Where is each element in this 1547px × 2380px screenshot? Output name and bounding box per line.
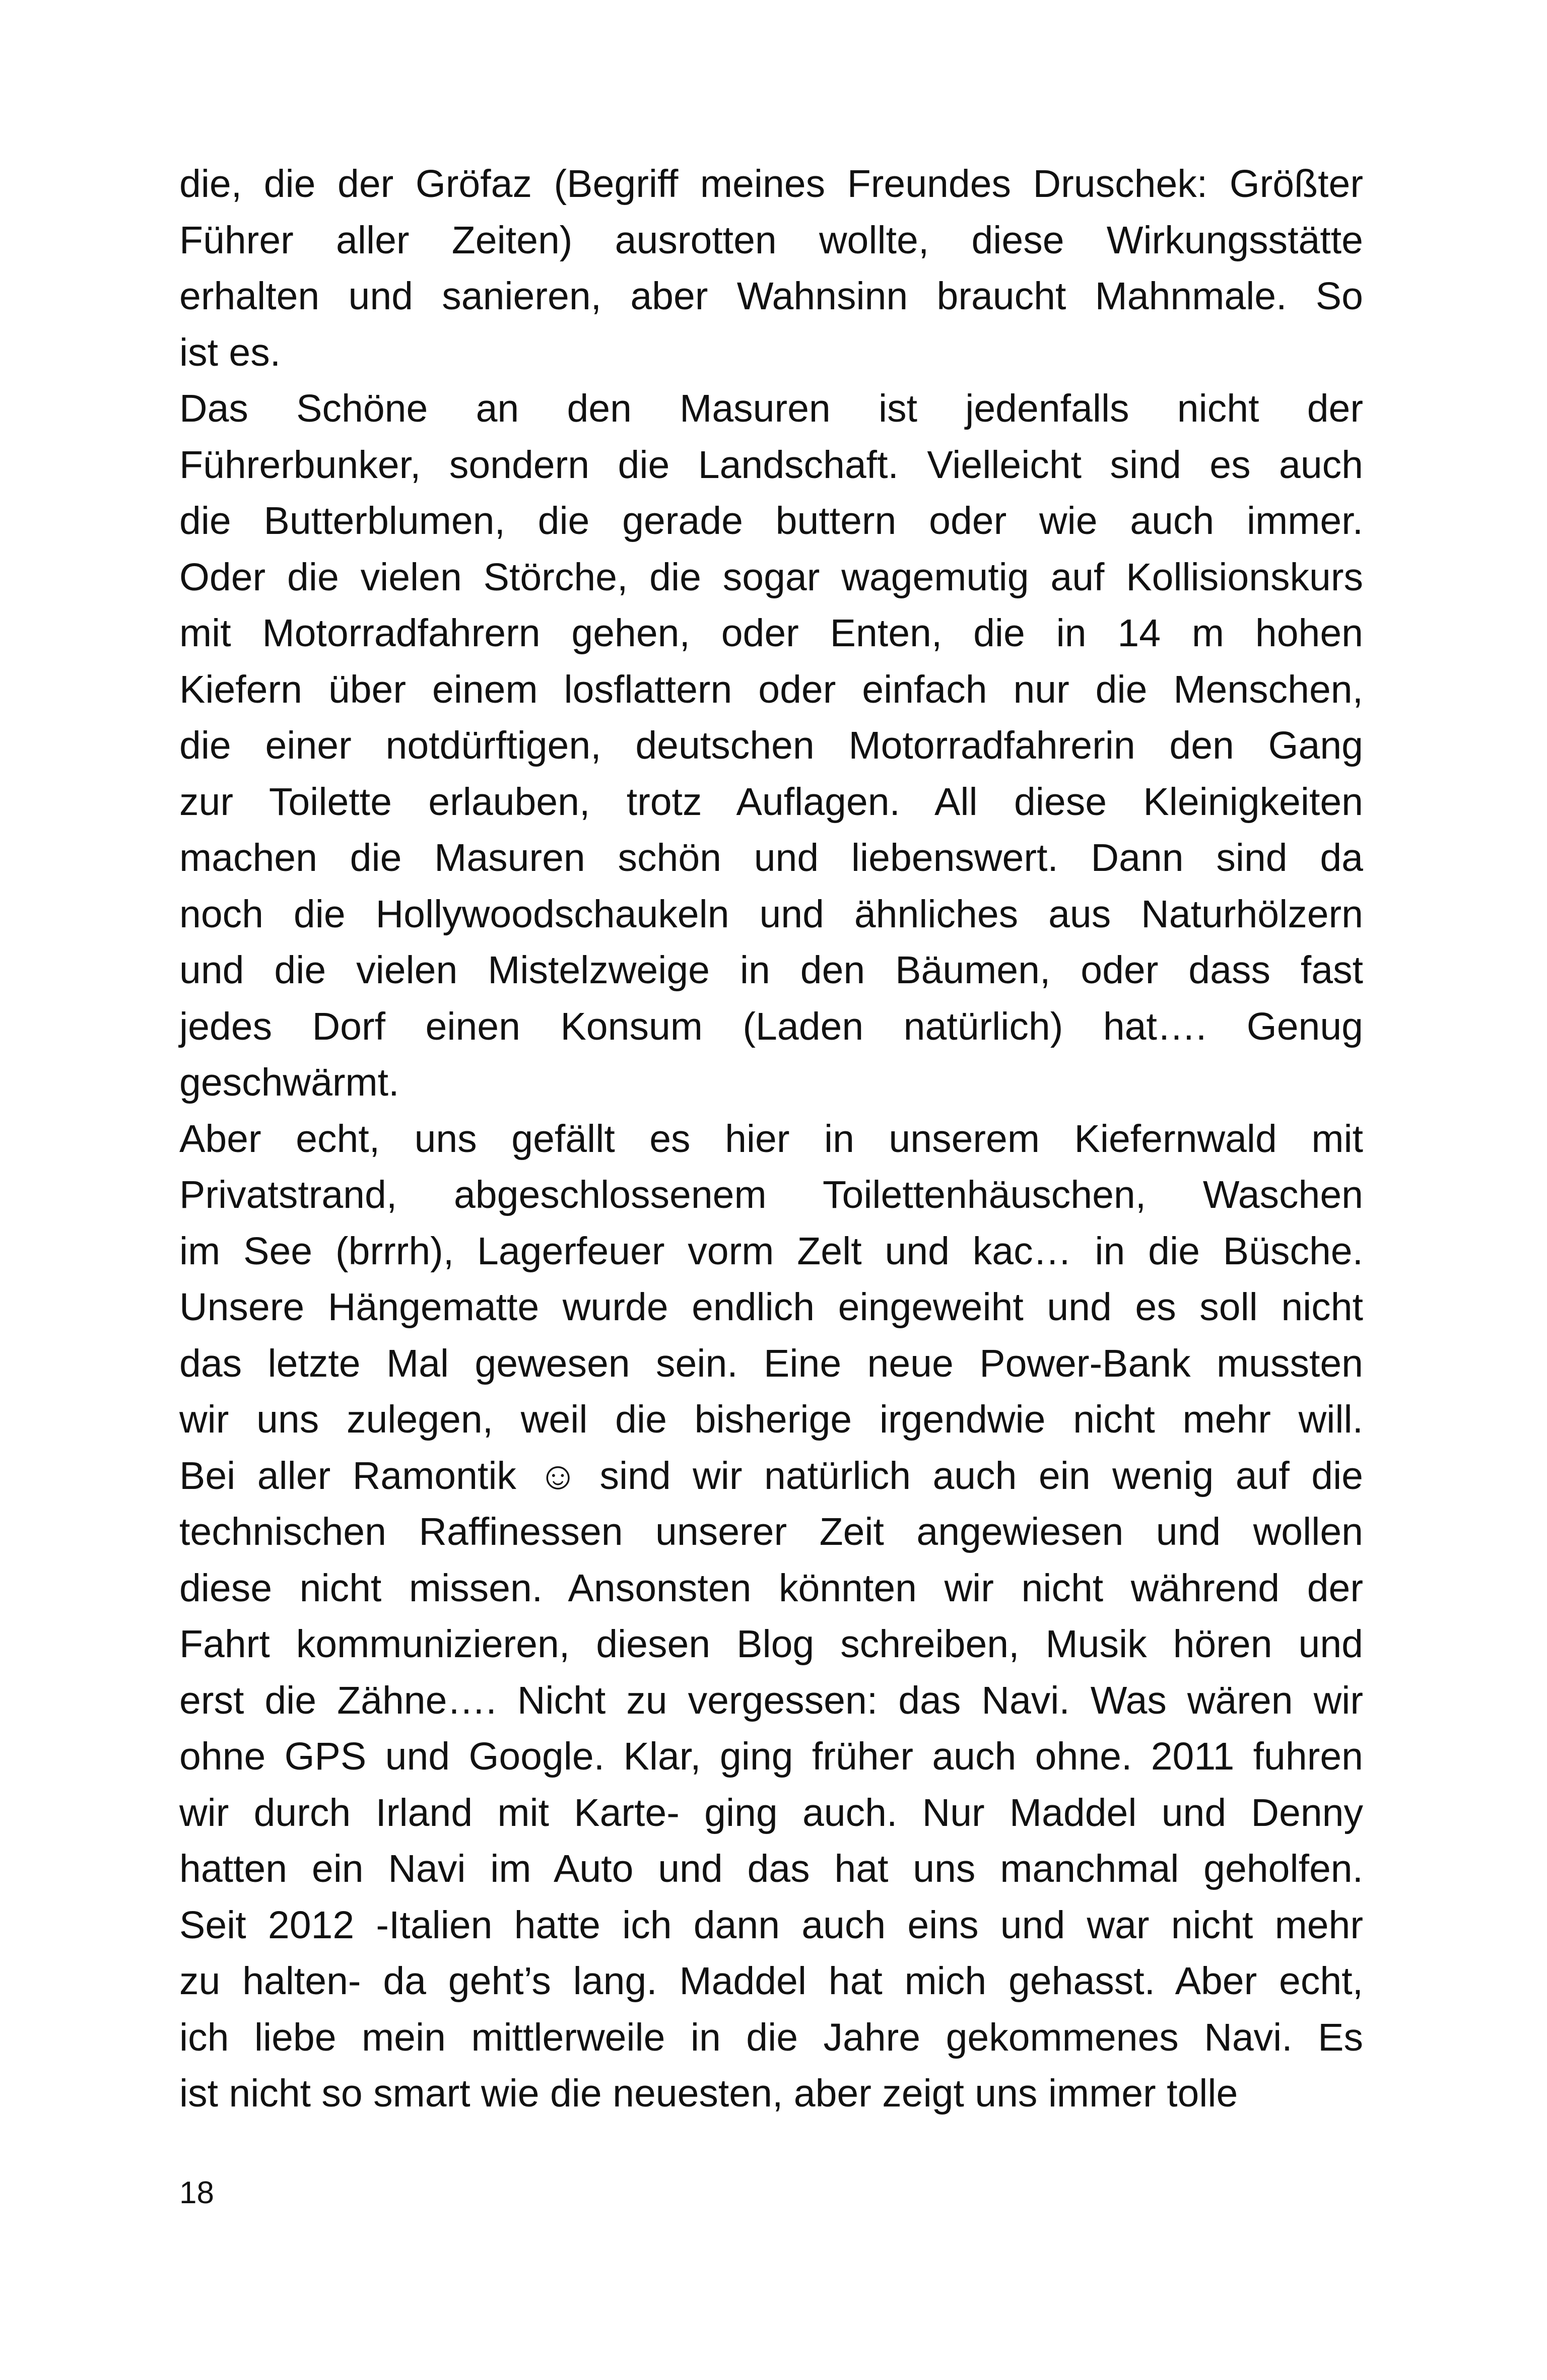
text-line: Das Schöne an den Masuren ist jedenfalls nicht der xyxy=(179,387,1363,430)
text-line: noch die Hollywoodschaukeln und ähnliches aus Naturhölzern xyxy=(179,892,1363,936)
paragraph xyxy=(179,381,1363,1111)
text-line: diese nicht missen. Ansonsten könnten wir nicht während der xyxy=(179,1566,1363,1610)
text-line: zur Toilette erlauben, trotz Auflagen. All diese Kleinigkeiten xyxy=(179,780,1363,824)
paragraph xyxy=(179,1111,1363,2122)
text-line: ist es. xyxy=(179,330,281,374)
page-number: 18 xyxy=(179,2175,214,2210)
text-line: Fahrt kommunizieren, diesen Blog schreiben, Musik hören und xyxy=(179,1622,1363,1666)
text-line: ohne GPS und Google. Klar, ging früher auch ohne. 2011 fuhren xyxy=(179,1735,1363,1778)
text-line: machen die Masuren schön und liebenswert. Dann sind da xyxy=(179,836,1363,879)
text-line: mit Motorradfahrern gehen, oder Enten, die in 14 m hohen xyxy=(179,611,1363,655)
text-line: ich liebe mein mittlerweile in die Jahre gekommenes Navi. Es xyxy=(179,2015,1363,2059)
text-line: ist nicht so smart wie die neuesten, aber zeigt uns immer tolle xyxy=(179,2072,1238,2115)
text-line: wir uns zulegen, weil die bisherige irgendwie nicht mehr will. xyxy=(179,1398,1363,1441)
text-line: die Butterblumen, die gerade buttern oder wie auch immer. xyxy=(179,499,1363,542)
text-line: das letzte Mal gewesen sein. Eine neue Power-Bank mussten xyxy=(179,1341,1363,1385)
text-line: Unsere Hängematte wurde endlich eingeweiht und es soll nicht xyxy=(179,1285,1363,1329)
text-line: im See (brrrh), Lagerfeuer vorm Zelt und kac… in die Büsche. xyxy=(179,1229,1363,1273)
text-line: Privatstrand, abgeschlossenem Toilettenhäuschen, Waschen xyxy=(179,1173,1363,1216)
paragraph xyxy=(179,156,1363,381)
text-line: wir durch Irland mit Karte- ging auch. Nur Maddel und Denny xyxy=(179,1791,1363,1834)
text-line: Seit 2012 -Italien hatte ich dann auch eins und war nicht mehr xyxy=(179,1903,1363,1947)
text-line: hatten ein Navi im Auto und das hat uns manchmal geholfen. xyxy=(179,1847,1363,1890)
text-line: technischen Raffinessen unserer Zeit angewiesen und wollen xyxy=(179,1510,1363,1553)
text-line: zu halten- da geht’s lang. Maddel hat mich gehasst. Aber echt, xyxy=(179,1959,1363,2003)
text-line: und die vielen Mistelzweige in den Bäumen, oder dass fast xyxy=(179,948,1363,992)
text-line: geschwärmt. xyxy=(179,1061,399,1104)
text-line: die, die der Gröfaz (Begriff meines Freundes Druschek: Größter xyxy=(179,162,1363,206)
text-line: Bei aller Ramontik ☺ sind wir natürlich auch ein wenig auf die xyxy=(179,1454,1363,1498)
text-line: Aber echt, uns gefällt es hier in unserem Kiefernwald mit xyxy=(179,1117,1363,1161)
text-line: Führerbunker, sondern die Landschaft. Vielleicht sind es auch xyxy=(179,443,1363,487)
text-line: erst die Zähne…. Nicht zu vergessen: das Navi. Was wären wir xyxy=(179,1678,1363,1722)
body-text xyxy=(179,156,1363,2122)
text-line: Oder die vielen Störche, die sogar wagemutig auf Kollisionskurs xyxy=(179,555,1363,599)
text-line: Kiefern über einem losflattern oder einfach nur die Menschen, xyxy=(179,667,1363,711)
text-line: erhalten und sanieren, aber Wahnsinn braucht Mahnmale. So xyxy=(179,275,1363,318)
text-line: die einer notdürftigen, deutschen Motorradfahrerin den Gang xyxy=(179,724,1363,767)
text-line: Führer aller Zeiten) ausrotten wollte, diese Wirkungsstätte xyxy=(179,218,1363,262)
text-line: jedes Dorf einen Konsum (Laden natürlich) hat…. Genug xyxy=(179,1004,1363,1048)
